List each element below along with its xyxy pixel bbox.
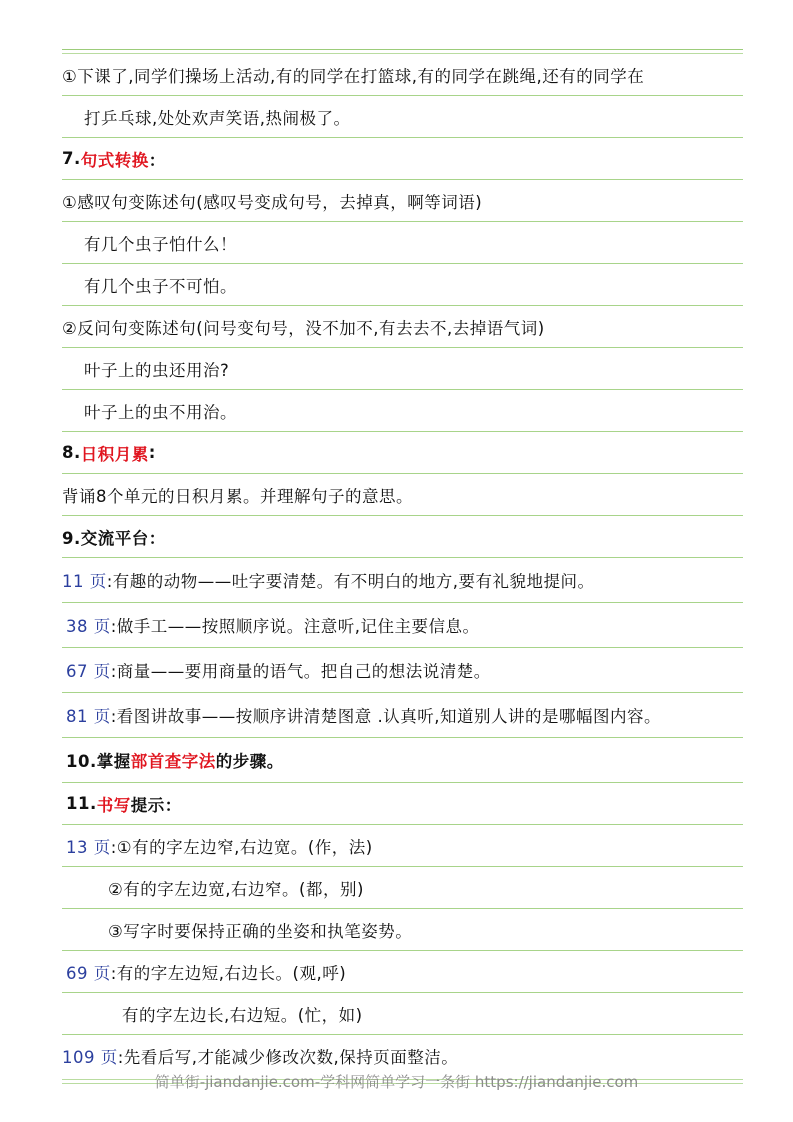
- line-2: 打乒乓球,处处欢声笑语,热闹极了。: [62, 96, 743, 138]
- section-9-heading: 9.交流平台：: [62, 516, 743, 558]
- line-5: 有几个虫子怕什么！: [62, 222, 743, 264]
- top-divider: [62, 49, 743, 50]
- page-ref: 11 页: [62, 572, 107, 591]
- line-page-11: 11 页 :有趣的动物——吐字要清楚。有不明白的地方,要有礼貌地提问。: [62, 558, 743, 603]
- section-10-heading: 10.掌握 部首查字法 的步骤。: [62, 738, 743, 783]
- content-lines: [62, 54, 743, 1077]
- page-ref: 69 页: [66, 963, 111, 983]
- page-ref: 13 页: [66, 837, 111, 857]
- line-8: 叶子上的虫还用治?: [62, 348, 743, 390]
- page-ref: 67 页: [66, 662, 111, 681]
- line-page-69: 69 页 :有的字左边短,右边长。(观,呼): [62, 951, 743, 993]
- page-ref: 38 页: [66, 617, 111, 636]
- footer-watermark: 简单街-jiandanjie.com-学科网简单学习一条街 https://jiandanjie.com: [154, 1073, 639, 1091]
- line-21: ②有的字左边宽,右边窄。(都，别): [62, 867, 743, 909]
- line-page-109: 109 页 :先看后写,才能减少修改次数,保持页面整洁。: [62, 1035, 743, 1077]
- line-page-81: 81 页 :看图讲故事——按顺序讲清楚图意 .认真听,知道别人讲的是哪幅图内容。: [62, 693, 743, 738]
- line-24: 有的字左边长,右边短。(忙，如): [62, 993, 743, 1035]
- line-7: ②反问句变陈述句(问号变句号，没不加不,有去去不,去掉语气词): [62, 306, 743, 348]
- section-8-heading: 8. 日积月累 :: [62, 432, 743, 474]
- line-page-13: 13 页 :①有的字左边窄,右边宽。(作，法): [62, 825, 743, 867]
- page-ref: 81 页: [66, 707, 111, 726]
- line-4: ①感叹句变陈述句(感叹号变成句号，去掉真，啊等词语): [62, 180, 743, 222]
- line-page-38: 38 页 :做手工——按照顺序说。注意听,记住主要信息。: [62, 603, 743, 648]
- page-ref: 109 页: [62, 1048, 118, 1067]
- section-11-heading: 11. 书写 提示：: [62, 783, 743, 825]
- line-6: 有几个虫子不可怕。: [62, 264, 743, 306]
- line-page-67: 67 页 :商量——要用商量的语气。把自己的想法说清楚。: [62, 648, 743, 693]
- line-1: ①下课了,同学们操场上活动,有的同学在打篮球,有的同学在跳绳,还有的同学在: [62, 54, 743, 96]
- line-9: 叶子上的虫不用治。: [62, 390, 743, 432]
- line-22: ③写字时要保持正确的坐姿和执笔姿势。: [62, 909, 743, 951]
- section-7-heading: 7. 句式转换 ：: [62, 138, 743, 180]
- line-11: 背诵8个单元的日积月累。并理解句子的意思。: [62, 474, 743, 516]
